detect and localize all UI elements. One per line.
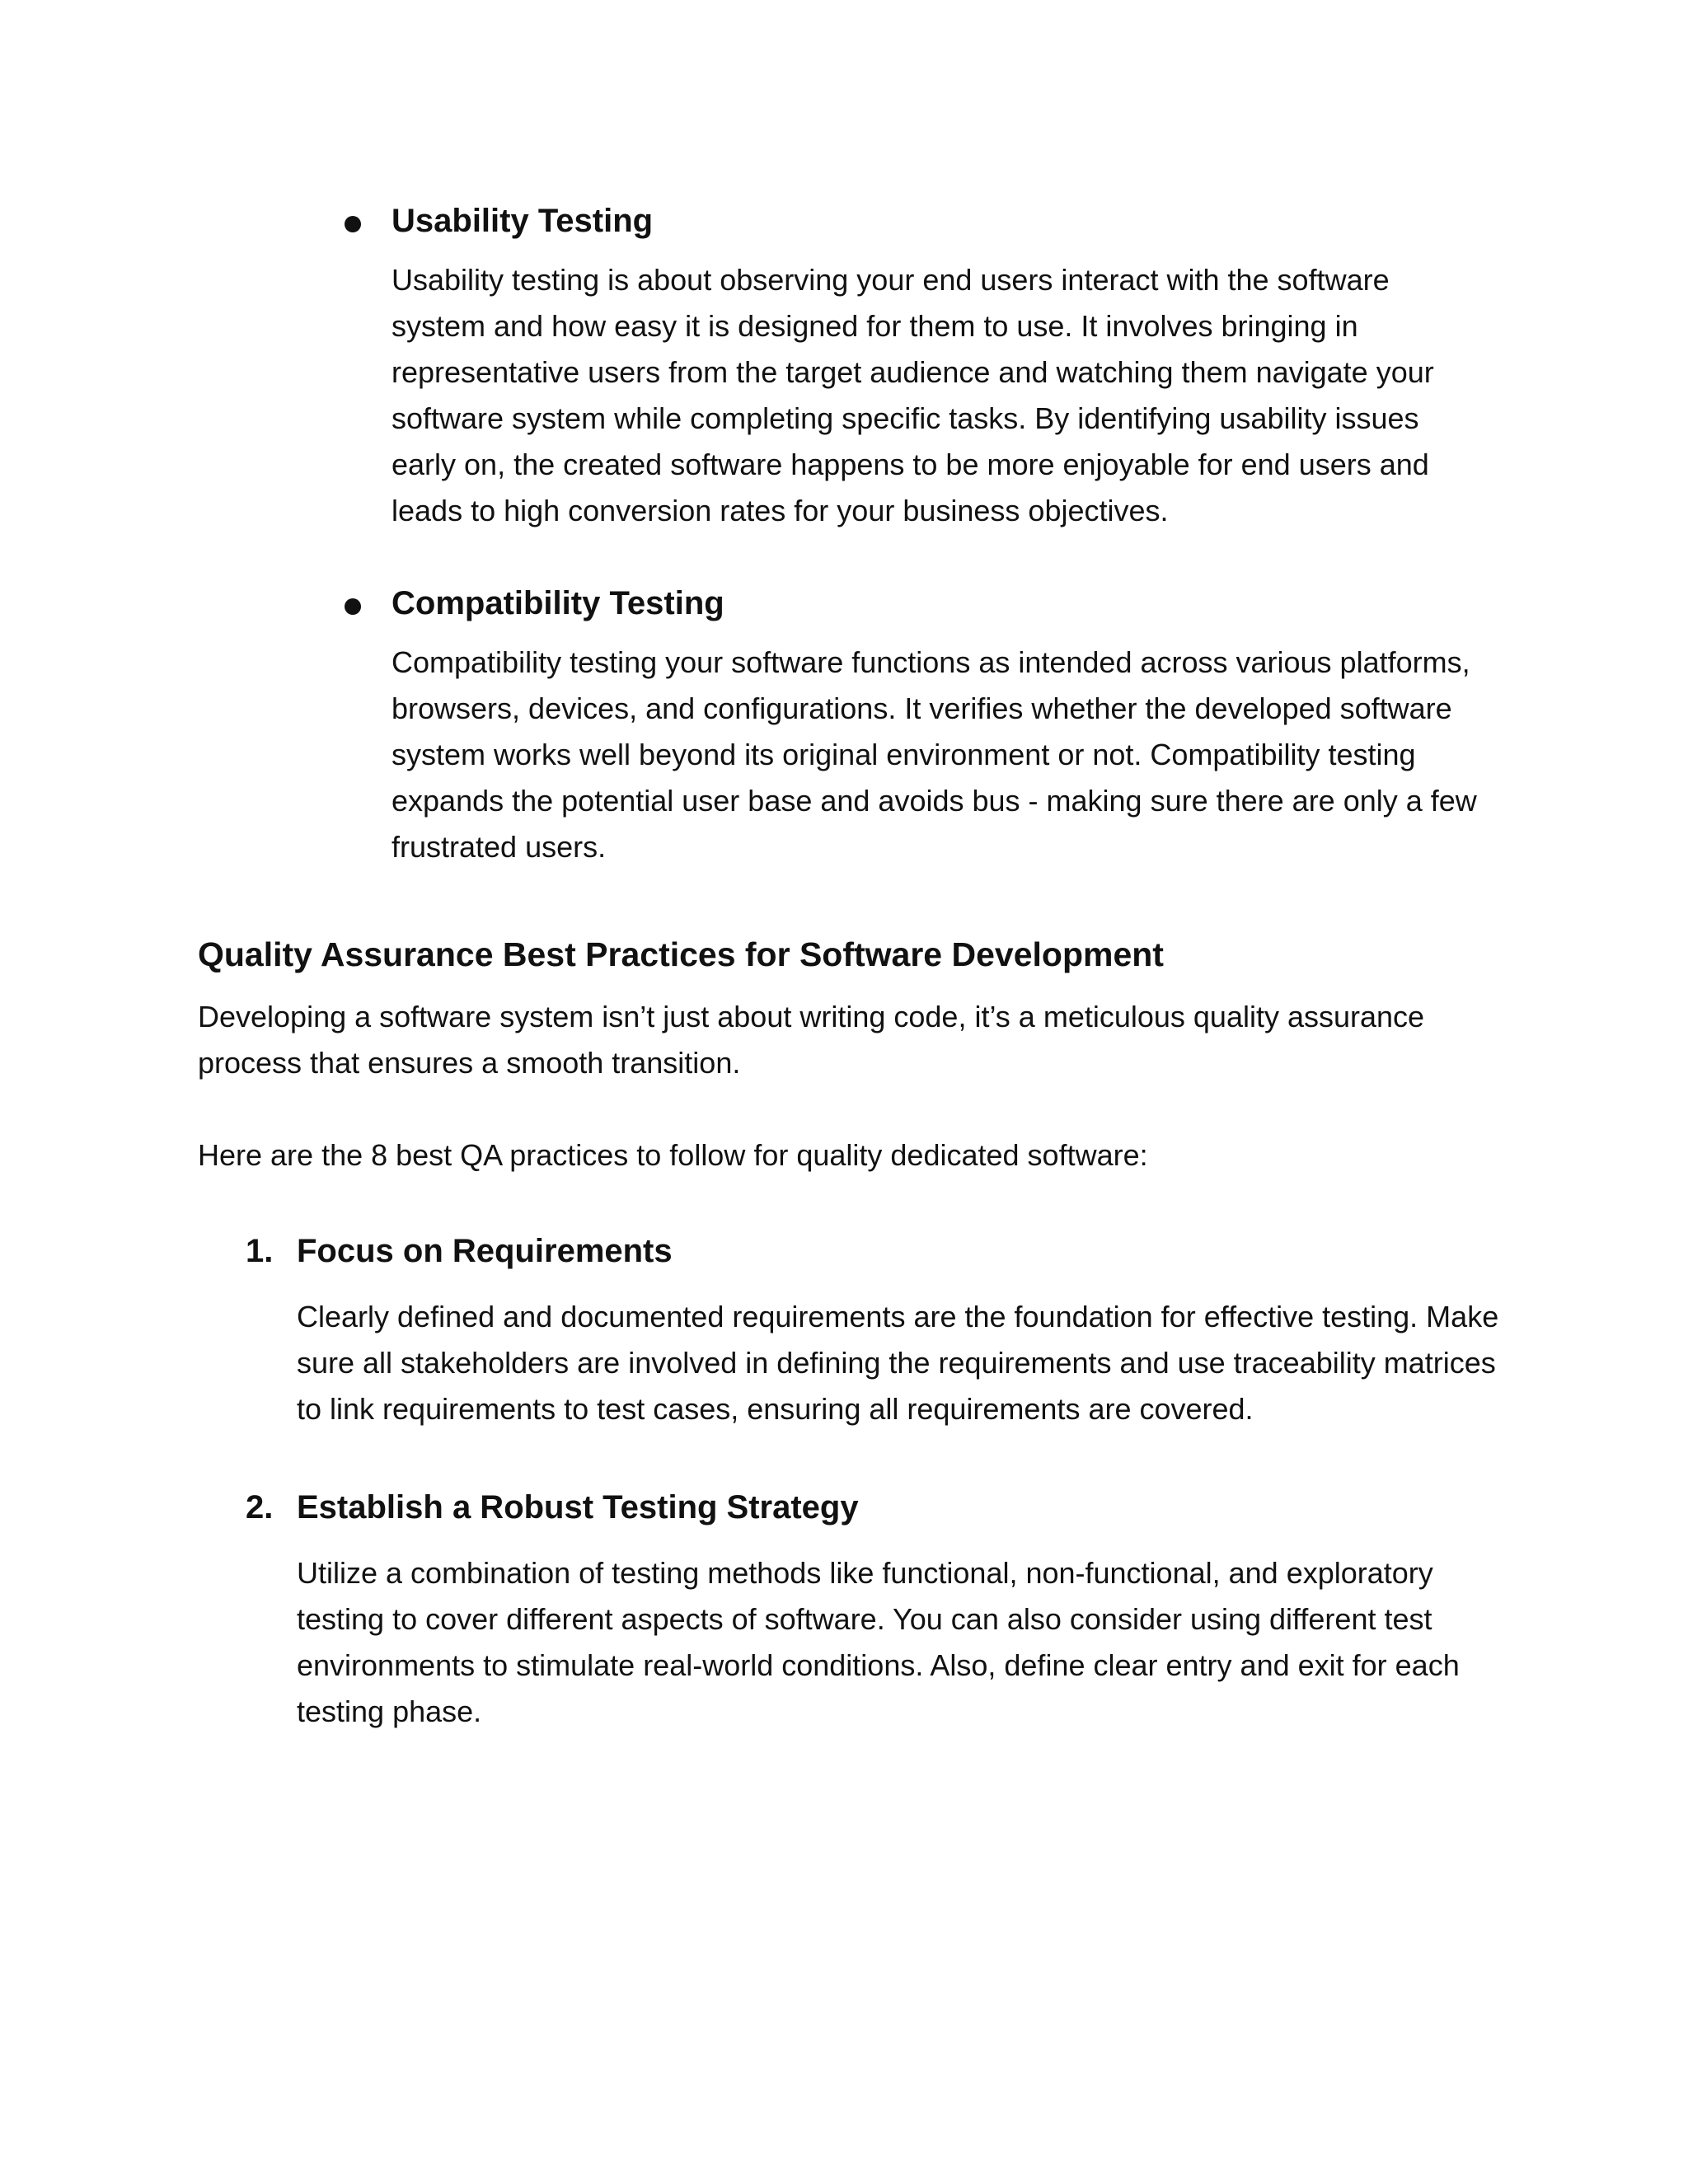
section-intro: Developing a software system isn’t just about writing code, it’s a meticulous quality assurance process that ensures a smooth transition. — [198, 1000, 1425, 1080]
numbered-heading — [198, 1230, 1517, 1272]
bullet-item-compatibility-testing — [338, 582, 1492, 870]
bullet-body: Usability testing is about observing your end users interact with the software system and how easy it is designed for them to use. It involves bringing in representative users from the target audience and watching them navigate your software system while completing specific tasks. By identifying usability issues early on, the created software happens to be more enjoyable for end users and leads to high conversion rates for your business objectives. — [392, 263, 1434, 527]
numbered-title: Establish a Robust Testing Strategy — [297, 1489, 859, 1526]
list-number: 1. — [246, 1233, 274, 1269]
numbered-heading — [198, 1486, 1517, 1529]
numbered-item-testing-strategy — [198, 1486, 1517, 1735]
bullet-heading — [338, 582, 1492, 625]
numbered-body: Utilize a combination of testing methods like functional, non-functional, and exploratory testing to cover different aspects of software. You can also consider using different test environments to stimulate real-world conditions. Also, define clear entry and exit for each testing phase. — [297, 1556, 1460, 1728]
numbered-body: Clearly defined and documented requirements are the foundation for effective testing. Make sure all stakeholders are involved in defining the requirements and use traceability matrices to link requirements to test cases, ensuring all requirements are covered. — [297, 1300, 1499, 1426]
bullet-item-usability-testing — [338, 199, 1492, 534]
list-number: 2. — [246, 1489, 274, 1526]
bullet-body: Compatibility testing your software functions as intended across various platforms, browsers, devices, and configurations. It verifies whether the developed software system works well beyond its original environment or not. Compatibility testing expands the potential user base and avoids bus - making sure there are only a few frustrated users. — [392, 645, 1477, 864]
bullet-dot-icon — [345, 216, 361, 232]
numbered-item-focus-on-requirements — [198, 1230, 1517, 1432]
bullet-title: Usability Testing — [392, 203, 654, 239]
bullet-heading — [338, 199, 1492, 242]
section-title: Quality Assurance Best Practices for Software Development — [198, 935, 1164, 973]
bullet-dot-icon — [345, 598, 361, 615]
bullet-title: Compatibility Testing — [392, 585, 724, 621]
section-lead: Here are the 8 best QA practices to follow for quality dedicated software: — [198, 1138, 1148, 1172]
numbered-title: Focus on Requirements — [297, 1233, 673, 1269]
